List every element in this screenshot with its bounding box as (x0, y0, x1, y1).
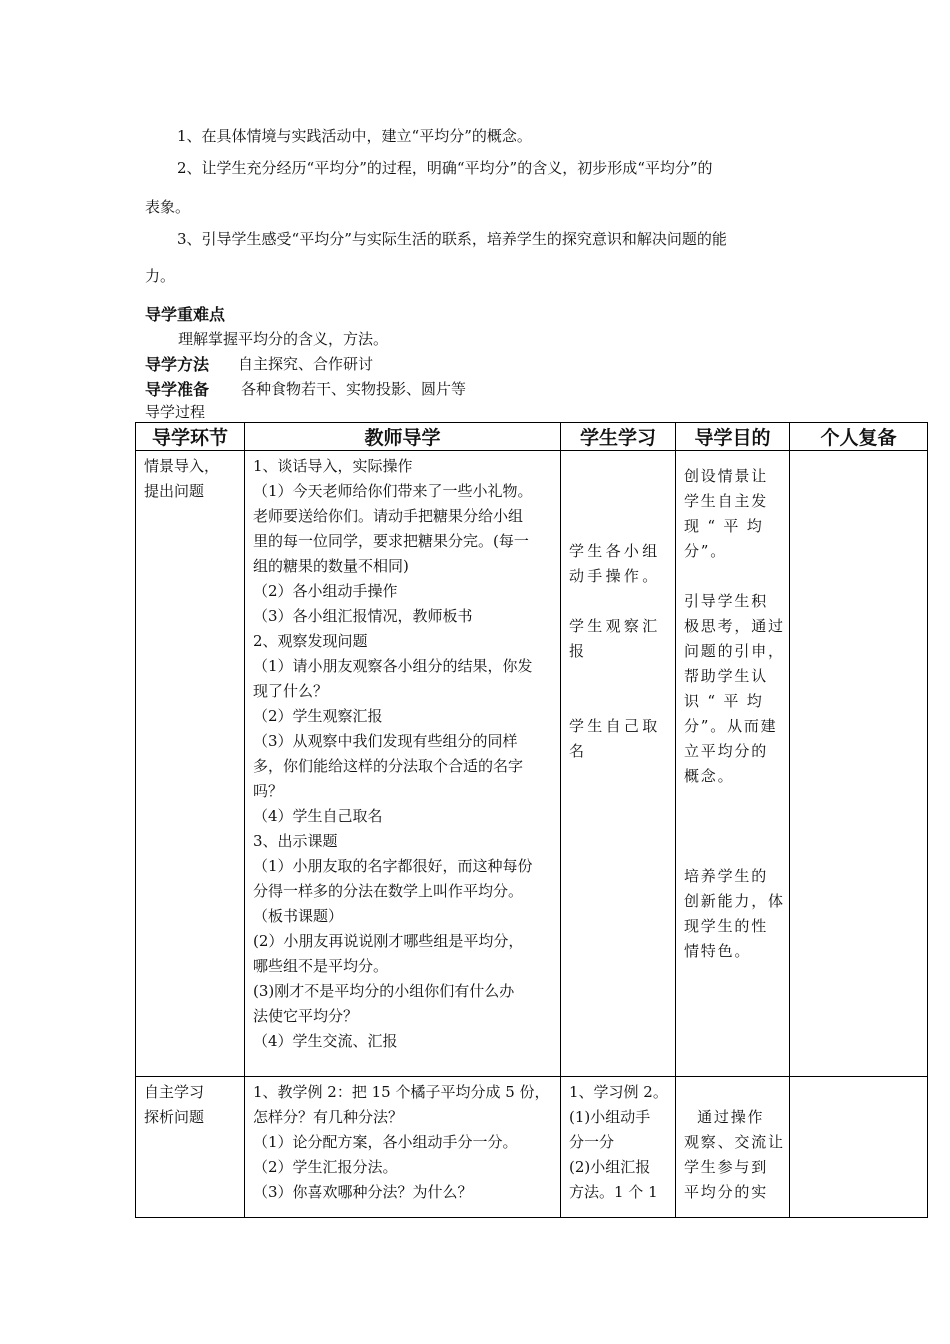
process-label: 导学过程 (145, 403, 206, 421)
student-line: 分一分 (569, 1133, 615, 1151)
preparation-text: 各种食物若干、实物投影、圆片等 (241, 380, 467, 398)
purpose-line: 现学生的性 (684, 917, 769, 935)
teacher-line: 2、观察发现问题 (253, 632, 368, 650)
teacher-line: （3）你喜欢哪种分法？为什么？ (253, 1183, 473, 1201)
teacher-line: 多，你们能给这样的分法取个合适的名字 (253, 757, 524, 775)
purpose-line: 立平均分的 (684, 742, 769, 760)
purpose-line (684, 789, 783, 814)
purpose-line: 现 “ 平 均 (684, 517, 764, 535)
student-line: 学生自己取 (569, 717, 661, 735)
stage-line: 情景导入， (144, 457, 220, 475)
purpose-line: 情特色。 (684, 942, 752, 960)
purpose-line (684, 564, 783, 589)
purpose-line: 引导学生积 (684, 592, 769, 610)
header-purpose: 导学目的 (676, 423, 790, 451)
teacher-line: (3)刚才不是平均分的小组你们有什么办 (253, 982, 515, 1000)
student-line (569, 689, 669, 714)
teacher-line: （1）论分配方案，各小组动手分一分。 (253, 1133, 518, 1151)
method-heading: 导学方法 (145, 355, 210, 374)
key-points-text: 理解掌握平均分的含义，方法。 (178, 330, 389, 348)
purpose-line: 学生参与到 (684, 1158, 769, 1176)
student-cell (561, 1077, 676, 1218)
stage-cell (136, 451, 245, 1077)
teacher-cell (245, 1077, 561, 1218)
teacher-line: （4）学生自己取名 (253, 807, 383, 825)
table-row (136, 1077, 928, 1218)
header-teacher: 教师导学 (245, 423, 561, 451)
purpose-line: 观察、交流让 (684, 1133, 785, 1151)
purpose-line: 帮助学生认 (684, 667, 769, 685)
teacher-line: 3、出示课题 (253, 832, 338, 850)
header-stage: 导学环节 (136, 423, 245, 451)
teacher-line: （1）小朋友取的名字都很好，而这种每份 (253, 857, 533, 875)
objective-2-line-1: 2、让学生充分经历“平均分”的过程，明确“平均分”的含义，初步形成“平均分”的 (177, 159, 713, 177)
header-student: 学生学习 (561, 423, 676, 451)
purpose-line: 培养学生的 (684, 867, 769, 885)
preparation-heading: 导学准备 (145, 380, 210, 399)
lesson-plan-table (135, 422, 928, 1218)
teacher-line: 哪些组不是平均分。 (253, 957, 389, 975)
purpose-line: 识 “ 平 均 (684, 692, 764, 710)
teacher-line: （2）各小组动手操作 (253, 582, 398, 600)
student-line: 报 (569, 642, 588, 660)
teacher-line: 老师要送给你们。请动手把糖果分给小组 (253, 507, 524, 525)
student-line (569, 589, 669, 614)
purpose-cell (676, 451, 790, 1077)
purpose-line: 通过操作 (684, 1108, 765, 1126)
teacher-line: （2）学生观察汇报 (253, 707, 383, 725)
stage-line: 提出问题 (144, 482, 205, 500)
purpose-line: 问题的引申， (684, 642, 785, 660)
teacher-line: （3）从观察中我们发现有些组分的同样 (253, 732, 518, 750)
objective-3-line-2: 力。 (145, 267, 176, 285)
student-cell (561, 451, 676, 1077)
purpose-line: 概念。 (684, 767, 735, 785)
teacher-cell (245, 451, 561, 1077)
teacher-line: （2）学生汇报分法。 (253, 1158, 398, 1176)
teacher-line: 1、谈话导入，实际操作 (253, 457, 413, 475)
purpose-cell (676, 1077, 790, 1218)
purpose-line: 分”。从而建 (684, 717, 778, 735)
student-line: 学生观察汇 (569, 617, 661, 635)
teacher-line: (2）小朋友再说说刚才哪些组是平均分， (253, 932, 524, 950)
student-line: 1、学习例 2。 (569, 1083, 668, 1101)
purpose-line (684, 839, 783, 864)
objective-3-line-1: 3、引导学生感受“平均分”与实际生活的联系，培养学生的探究意识和解决问题的能 (177, 230, 727, 248)
teacher-line: 现了什么？ (253, 682, 329, 700)
teacher-line: 吗？ (253, 782, 284, 800)
stage-line: 自主学习 (144, 1083, 205, 1101)
stage-cell (136, 1077, 245, 1218)
teacher-line: （4）学生交流、汇报 (253, 1032, 398, 1050)
student-line: (2)小组汇报 (569, 1158, 651, 1176)
purpose-line: 平均分的实 (684, 1183, 769, 1201)
teacher-line: （1）请小朋友观察各小组分的结果，你发 (253, 657, 533, 675)
purpose-line (684, 814, 783, 839)
student-line: 名 (569, 742, 588, 760)
teacher-line: （板书课题） (253, 907, 344, 925)
method-text: 自主探究、合作研讨 (238, 355, 374, 373)
student-line: 学生各小组 (569, 542, 661, 560)
header-notes: 个人复备 (790, 423, 928, 451)
purpose-line: 创设情景让 (684, 467, 769, 485)
objective-1: 1、在具体情境与实践活动中，建立“平均分”的概念。 (177, 127, 532, 145)
purpose-line: 学生自主发 (684, 492, 769, 510)
teacher-line: 1、教学例 2：把 15 个橘子平均分成 5 份， (253, 1083, 550, 1101)
notes-cell (790, 1077, 928, 1218)
table-header-row (136, 423, 928, 451)
stage-line: 探析问题 (144, 1108, 205, 1126)
teacher-line: （1）今天老师给你们带来了一些小礼物。 (253, 482, 533, 500)
student-line: 方法。1 个 1 (569, 1183, 658, 1201)
key-points-heading: 导学重难点 (145, 305, 226, 324)
teacher-line: （3）各小组汇报情况，教师板书 (253, 607, 473, 625)
teacher-line: 组的糖果的数量不相同) (253, 557, 409, 575)
purpose-line: 创新能力，体 (684, 892, 785, 910)
student-line (569, 664, 669, 689)
teacher-line: 里的每一位同学，要求把糖果分完。(每一 (253, 532, 529, 550)
purpose-line (684, 1080, 783, 1105)
student-line: 动手操作。 (569, 567, 661, 585)
teacher-line: 法使它平均分？ (253, 1007, 359, 1025)
teacher-line: 分得一样多的分法在数学上叫作平均分。 (253, 882, 524, 900)
objective-2-line-2: 表象。 (145, 198, 191, 216)
teacher-line: 怎样分？有几种分法？ (253, 1108, 404, 1126)
table-row (136, 451, 928, 1077)
purpose-line: 分”。 (684, 542, 728, 560)
purpose-line: 极思考，通过 (684, 617, 785, 635)
notes-cell (790, 451, 928, 1077)
student-line: (1)小组动手 (569, 1108, 651, 1126)
